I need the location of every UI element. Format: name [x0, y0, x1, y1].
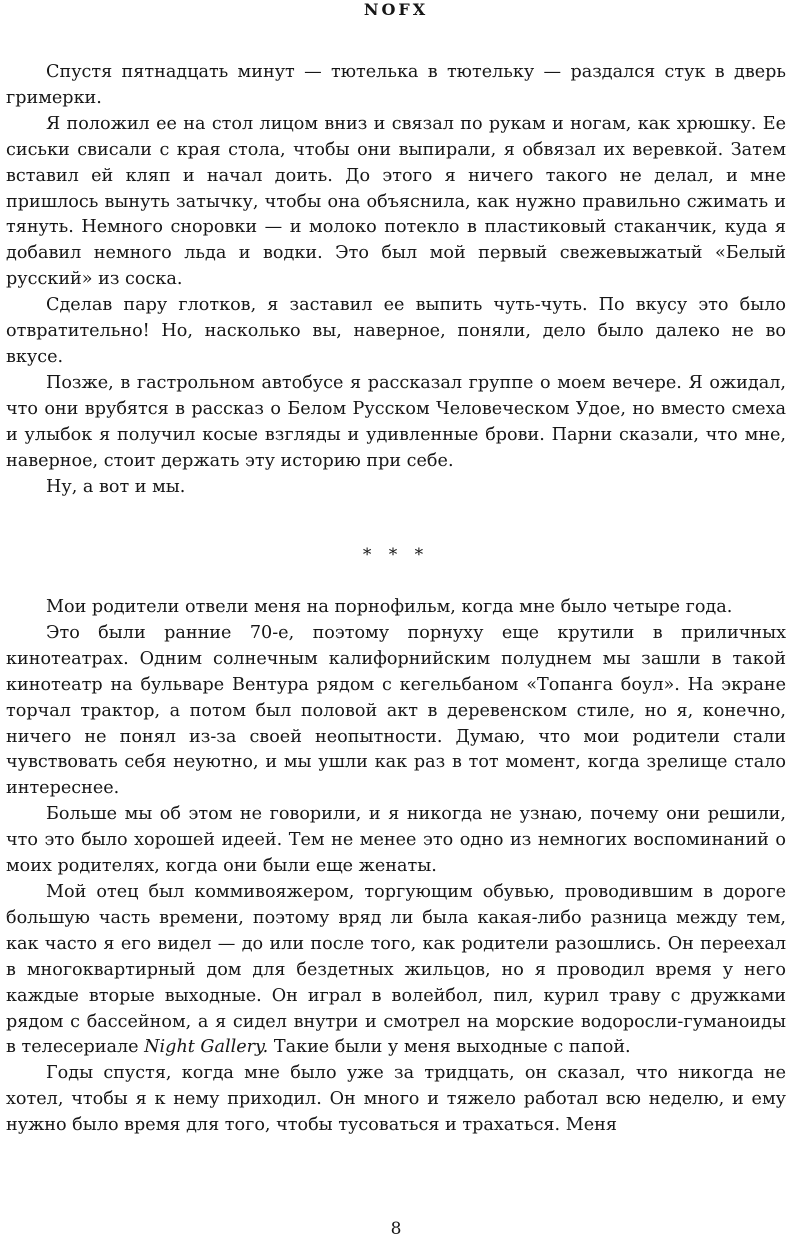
page-number: 8: [390, 1219, 402, 1239]
paragraph: Мои родители отвели меня на порнофильм, когда мне было четыре года.: [46, 597, 733, 617]
paragraph-text-before-title: Мой отец был коммивояжером, торгующим обувью, проводившим в дороге большую часть времени, поэтому вряд ли была какая-либо разница между тем, как часто я его видел — до или после того, как родители разошлись. Он переехал в многоквартирный дом для бездетных жильцов, но я проводил время у него каждые вторые выходные. Он играл в волейбол, пил, курил траву с дружками рядом с бассейном, а я сидел внутри и смотрел на морские водоросли-гуманоиды в телесериале: [6, 881, 786, 1058]
paragraph: Ну, а вот и мы.: [46, 476, 186, 497]
series-title: Night Gallery.: [144, 1037, 269, 1058]
paragraph: Позже, в гастрольном автобусе я рассказал группе о моем вечере. Я ожидал, что они врубятся в рассказ о Белом Русском Человеческом Удое, но вместо смеха и улыбок я получил косые взгляды и удивленные брови. Парни сказали, что мне, наверное, стоит держать эту историю при себе.: [6, 372, 786, 471]
paragraph: Больше мы об этом не говорили, и я никогда не узнаю, почему они решили, что это было хорошей идеей. Тем не менее это одно из немногих воспоминаний о моих родителях, когда они были еще женаты.: [6, 804, 786, 877]
paragraph: Спустя пятнадцать минут — тютелька в тютельку — раздался стук в дверь гримерки.: [6, 62, 786, 108]
paragraph: Годы спустя, когда мне было уже за тридцать, он сказал, что никогда не хотел, чтобы я к нему приходил. Он много и тяжело работал всю неделю, и ему нужно было время для того, чтобы тусоваться и трахаться. Меня: [6, 1063, 786, 1136]
text-block-2: [6, 595, 786, 1139]
paragraph: Я положил ее на стол лицом вниз и связал по рукам и ногам, как хрюшку. Ее сиськи свисали с края стола, чтобы они выпирали, я обвязал их веревкой. Затем вставил ей кляп и начал доить. До этого я ничего такого не делал, и мне пришлось вынуть затычку, чтобы она объяснила, как нужно правильно сжимать и тянуть. Немного сноровки — и молоко потекло в пластиковый стаканчик, куда я добавил немного льда и водки. Это был мой первый свежевыжатый «Белый русский» из соска.: [6, 113, 786, 290]
paragraph: Сделав пару глотков, я заставил ее выпить чуть-чуть. По вкусу это было отвратительно! Но, насколько вы, наверное, поняли, дело было далеко не во вкусе.: [6, 295, 786, 367]
paragraph-text-after-title: Такие были у меня выходные с папой.: [268, 1037, 631, 1058]
section-separator: * * *: [362, 545, 430, 565]
running-header: NOFX: [363, 0, 429, 19]
text-block-1: [6, 60, 786, 500]
paragraph: Это были ранние 70-е, поэтому порнуху еще крутили в приличных кинотеатрах. Одним солнечным калифорнийским полуднем мы зашли в такой кинотеатр на бульваре Вентура рядом с кегельбаном «Топанга боул». На экране торчал трактор, а потом был половой акт в деревенском стиле, но я, конечно, ничего не понял из-за своей неопытности. Думаю, что мои родители стали чувствовать себя неуютно, и мы ушли как раз в тот момент, когда зрелище стало интереснее.: [6, 622, 786, 799]
paragraph-father: [6, 880, 786, 1061]
